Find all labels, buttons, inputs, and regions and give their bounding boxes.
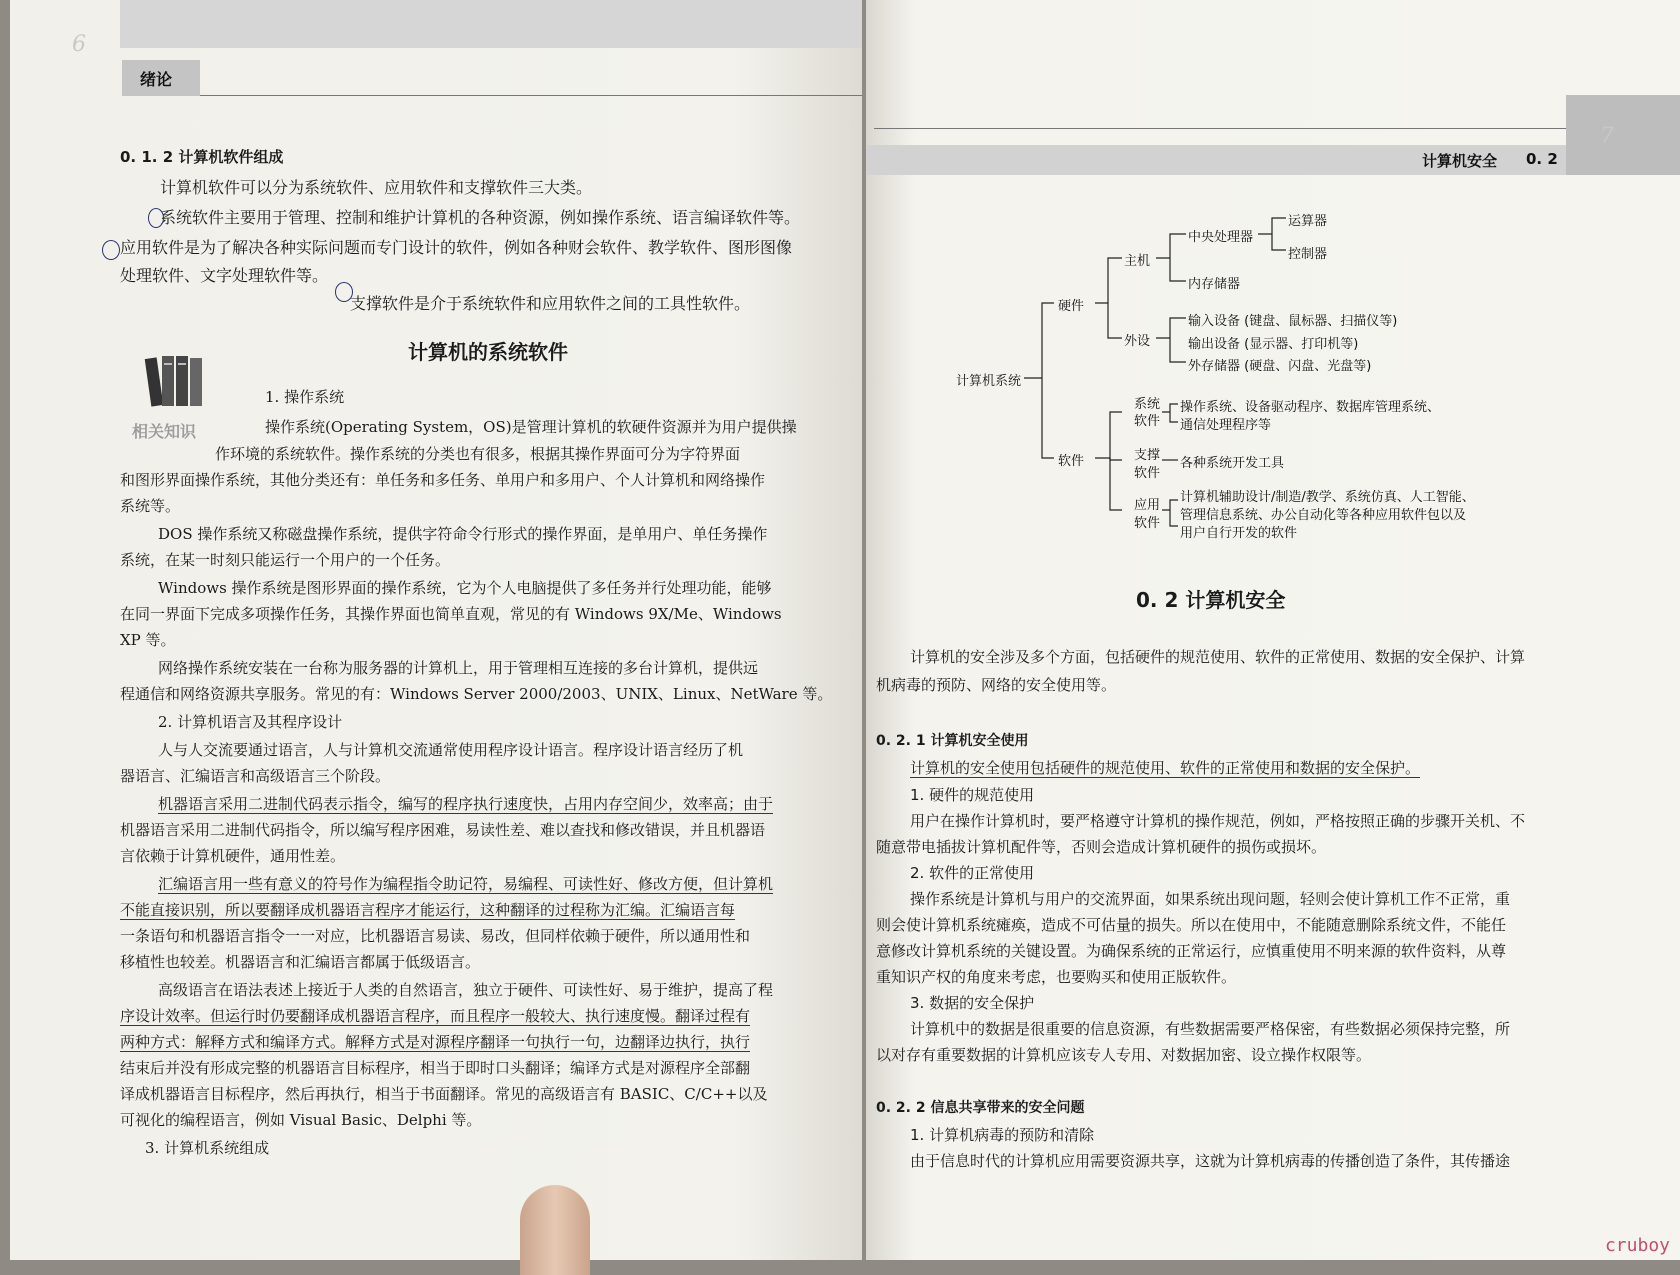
tree-input: 输入设备 (键盘、鼠标器、扫描仪等) xyxy=(1188,314,1398,329)
body-line-underlined: 计算机的安全使用包括硬件的规范使用、软件的正常使用和数据的安全保护。 xyxy=(910,759,1421,777)
tree-memory: 内存储器 xyxy=(1188,277,1241,292)
section-heading: 0. 1. 2 计算机软件组成 xyxy=(120,148,284,166)
body-line: 作环境的系统软件。操作系统的分类也有很多，根据其操作界面可分为字符界面 xyxy=(215,445,741,463)
tree-controller: 控制器 xyxy=(1288,247,1328,262)
tree-support-desc: 各种系统开发工具 xyxy=(1180,456,1285,471)
body-line: 3. 数据的安全保护 xyxy=(910,994,1035,1012)
body-line: 1. 硬件的规范使用 xyxy=(910,786,1035,804)
body-line: 人与人交流要通过语言，人与计算机交流通常使用程序设计语言。程序设计语言经历了机 xyxy=(158,741,744,759)
tree-support-software: 软件 xyxy=(1134,466,1161,481)
tree-hardware: 硬件 xyxy=(1058,299,1085,314)
body-line-underlined: 两种方式：解释方式和编译方式。解释方式是对源程序翻译一句执行一句，边翻译边执行，执行 xyxy=(120,1033,751,1051)
body-line: 操作系统(Operating System，OS)是管理计算机的软硬件资源并为用户提供操 xyxy=(265,418,797,436)
intro-line-4: 处理软件、文字处理软件等。 xyxy=(120,266,329,285)
tree-application-desc: 计算机辅助设计/制造/教学、系统仿真、人工智能、 xyxy=(1180,490,1475,505)
body-line: 随意带电插拔计算机配件等，否则会造成计算机硬件的损伤或损坏。 xyxy=(876,838,1327,856)
body-line-underlined: 机器语言采用二进制代码表示指令，编写的程序执行速度快，占用内存空间少，效率高；由于 xyxy=(158,795,774,813)
tree-alu: 运算器 xyxy=(1288,214,1328,229)
body-line: 操作系统是计算机与用户的交流界面，如果系统出现问题，轻则会使计算机工作不正常，重 xyxy=(910,890,1511,908)
body-line: 器语言、汇编语言和高级语言三个阶段。 xyxy=(120,767,391,785)
intro-line-1: 计算机软件可以分为系统软件、应用软件和支撑软件三大类。 xyxy=(160,178,593,197)
body-line: 网络操作系统安装在一台称为服务器的计算机上，用于管理相互连接的多台计算机，提供远 xyxy=(158,659,759,677)
section-title: 0. 2 计算机安全 xyxy=(1136,588,1286,612)
body-line-underlined: 序设计效率。但运行时仍要翻译成机器语言程序，而且程序一般较大、执行速度慢。翻译过程有 xyxy=(120,1007,751,1025)
intro-line-5: 支撑软件是介于系统软件和应用软件之间的工具性软件。 xyxy=(350,294,751,313)
handwritten-mark xyxy=(102,240,120,260)
body-line: 3. 计算机系统组成 xyxy=(145,1139,270,1157)
box-title: 计算机的系统软件 xyxy=(408,340,568,364)
body-line: 程通信和网络资源共享服务。常见的有：Windows Server 2000/2003、UNIX、Linux、NetWare 等。 xyxy=(120,685,833,703)
watermark: cruboy xyxy=(1604,1235,1670,1256)
tree-system-desc: 操作系统、设备驱动程序、数据库管理系统、 xyxy=(1180,400,1441,415)
body-line: 在同一界面下完成多项操作任务，其操作界面也简单直观，常见的有 Windows 9X/Me、Windows xyxy=(120,605,782,623)
tree-output: 输出设备 (显示器、打印机等) xyxy=(1188,337,1359,352)
tree-cpu: 中央处理器 xyxy=(1188,230,1254,245)
body-line-underlined: 汇编语言用一些有意义的符号作为编程指令助记符，易编程、可读性好、修改方便，但计算机 xyxy=(158,875,774,893)
tree-host: 主机 xyxy=(1124,254,1151,269)
body-line: 结束后并没有形成完整的机器语言目标程序，相当于即时口头翻译；编译方式是对源程序全部翻 xyxy=(120,1059,751,1077)
tree-application-desc: 管理信息系统、办公自动化等各种应用软件包以及 xyxy=(1180,508,1467,523)
left-header-band xyxy=(120,0,862,48)
tree-root: 计算机系统 xyxy=(956,374,1022,389)
icon-label: 相关知识 xyxy=(132,422,197,441)
tree-application-desc: 用户自行开发的软件 xyxy=(1180,526,1298,541)
tree-system-software: 系统 xyxy=(1134,397,1161,412)
body-line: 以对存有重要数据的计算机应该专人专用、对数据加密、设立操作权限等。 xyxy=(876,1046,1372,1064)
body-line: 机器语言采用二进制代码指令，所以编写程序困难，易读性差、难以查找和修改错误，并且机器语 xyxy=(120,821,766,839)
left-header-rule xyxy=(200,95,862,96)
body-line: 意修改计算机系统的关键设置。为确保系统的正常运行，应慎重使用不明来源的软件资料，从尊 xyxy=(876,942,1507,960)
tree-storage: 外存储器 (硬盘、闪盘、光盘等) xyxy=(1188,359,1372,374)
subsection-heading: 0. 2. 2 信息共享带来的安全问题 xyxy=(876,1100,1085,1116)
body-line: 移植性也较差。机器语言和汇编语言都属于低级语言。 xyxy=(120,953,481,971)
subsection-heading: 0. 2. 1 计算机安全使用 xyxy=(876,733,1029,749)
intro-line-3: 应用软件是为了解决各种实际问题而专门设计的软件，例如各种财会软件、教学软件、图形图像 xyxy=(120,238,793,257)
body-line: 重知识产权的角度来考虑，也要购买和使用正版软件。 xyxy=(876,968,1237,986)
tree-system-software: 软件 xyxy=(1134,414,1161,429)
right-page-number: 7 xyxy=(1600,124,1614,149)
handwritten-mark xyxy=(148,208,164,228)
body-line: 1. 操作系统 xyxy=(265,388,345,406)
body-line: 高级语言在语法表述上接近于人类的自然语言，独立于硬件、可读性好、易于维护，提高了程 xyxy=(158,981,774,999)
tree-support-software: 支撑 xyxy=(1134,448,1161,463)
tree-application-software: 应用 xyxy=(1134,498,1161,513)
handwritten-mark xyxy=(335,282,353,302)
tree-software: 软件 xyxy=(1058,454,1085,469)
body-line-underlined: 不能直接识别，所以要翻译成机器语言程序才能运行，这种翻译的过程称为汇编。汇编语言每 xyxy=(120,901,736,919)
body-line: 机病毒的预防、网络的安全使用等。 xyxy=(876,676,1117,694)
body-line: 由于信息时代的计算机应用需要资源共享，这就为计算机病毒的传播创造了条件，其传播途 xyxy=(910,1152,1511,1170)
body-line: 1. 计算机病毒的预防和清除 xyxy=(910,1126,1095,1144)
body-line: 可视化的编程语言，例如 Visual Basic、Delphi 等。 xyxy=(120,1111,482,1129)
tree-peripheral: 外设 xyxy=(1124,334,1151,349)
thumb xyxy=(520,1185,590,1275)
body-line: 计算机的安全涉及多个方面，包括硬件的规范使用、软件的正常使用、数据的安全保护、计算 xyxy=(910,648,1526,666)
body-line: 则会使计算机系统瘫痪，造成不可估量的损失。所以在使用中，不能随意删除系统文件，不能任 xyxy=(876,916,1507,934)
body-line: 系统，在某一时刻只能运行一个用户的一个任务。 xyxy=(120,551,451,569)
intro-line-2: 系统软件主要用于管理、控制和维护计算机的各种资源，例如操作系统、语言编译软件等。 xyxy=(160,208,801,227)
body-line: XP 等。 xyxy=(120,631,176,649)
right-header-code: 0. 2 xyxy=(1526,150,1558,168)
body-line: 译成机器语言目标程序，然后再执行，相当于书面翻译。常见的高级语言有 BASIC、C/C++以及 xyxy=(120,1085,768,1103)
right-page xyxy=(866,0,1680,1260)
tree-system-desc: 通信处理程序等 xyxy=(1180,418,1272,433)
body-line: 系统等。 xyxy=(120,497,181,515)
right-header-title: 计算机安全 xyxy=(1422,152,1498,170)
body-line: 用户在操作计算机时，要严格遵守计算机的操作规范，例如，严格按照正确的步骤开关机、不 xyxy=(910,812,1526,830)
body-line: DOS 操作系统又称磁盘操作系统，提供字符命令行形式的操作界面，是单用户、单任务操作 xyxy=(158,525,768,543)
body-line: 计算机中的数据是很重要的信息资源，有些数据需要严格保密，有些数据必须保持完整，所 xyxy=(910,1020,1511,1038)
tree-application-software: 软件 xyxy=(1134,516,1161,531)
body-line: 和图形界面操作系统，其他分类还有：单任务和多任务、单用户和多用户、个人计算机和网络操作 xyxy=(120,471,766,489)
body-line: 2. 软件的正常使用 xyxy=(910,864,1035,882)
body-line: 2. 计算机语言及其程序设计 xyxy=(158,713,343,731)
left-page xyxy=(10,0,862,1260)
left-page-number: 6 xyxy=(72,32,86,57)
books-icon xyxy=(140,350,212,420)
body-line: 一条语句和机器语言指令一一对应，比机器语言易读、易改，但同样依赖于硬件，所以通用性和 xyxy=(120,927,751,945)
system-tree-lines xyxy=(866,0,1680,560)
body-line: Windows 操作系统是图形界面的操作系统，它为个人电脑提供了多任务并行处理功能，能够 xyxy=(158,579,772,597)
body-line: 言依赖于计算机硬件，通用性差。 xyxy=(120,847,346,865)
left-header-label: 绪论 xyxy=(140,70,173,89)
